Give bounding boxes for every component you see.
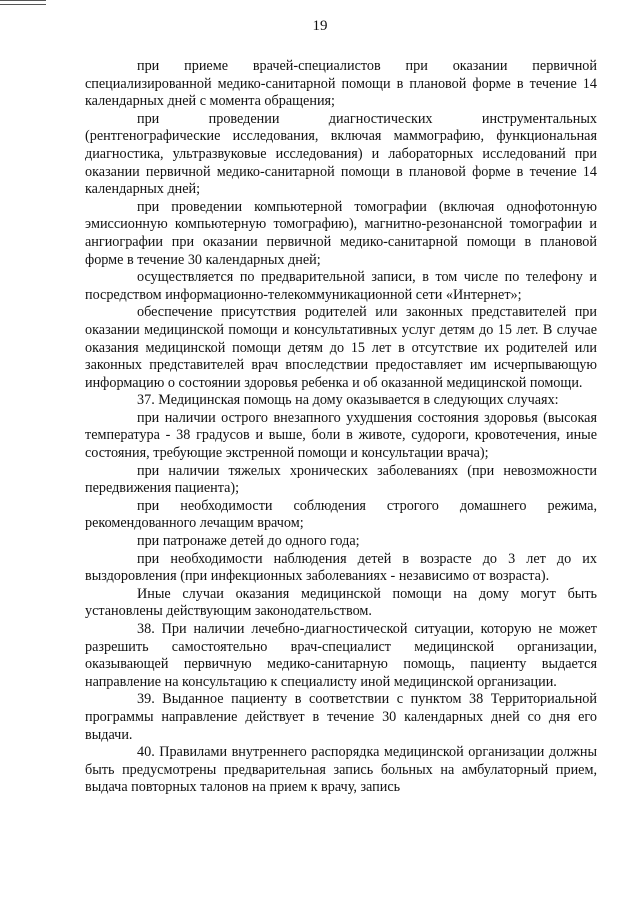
paragraph: при проведении диагностических инструментальных (рентгенографические исследования, включая маммографию, функциональная диагностика, ультразвуковые исследования) и лабораторных исследований при оказании первичной медико-санитарной помощи в плановой форме в течение 14 календарных дней;	[85, 110, 597, 198]
paragraph: при необходимости соблюдения строгого домашнего режима, рекомендованного лечащим врачом;	[85, 497, 597, 532]
paragraph: обеспечение присутствия родителей или законных представителей при оказании медицинской помощи и консультативных услуг детям до 15 лет. В случае оказания медицинской помощи детям до 15 лет в отсутствие их родителей или законных представителей врач впоследствии предоставляет им исчерпывающую информацию о состоянии здоровья ребенка и об оказанной медицинской помощи.	[85, 304, 597, 391]
document-body	[85, 58, 597, 797]
paragraph: Иные случаи оказания медицинской помощи на дому могут быть установлены действующим законодательством.	[85, 585, 597, 620]
paragraph: 38. При наличии лечебно-диагностической ситуации, которую не может разрешить самостоятельно врач-специалист медицинской организации, оказывающей первичную медико-санитарную помощь, пациенту выдается направление на консультацию к специалисту иной медицинской организации.	[85, 621, 597, 690]
paragraph: 40. Правилами внутреннего распорядка медицинской организации должны быть предусмотрены предварительная запись больных на амбулаторный прием, выдача повторных талонов на прием к врачу, запись	[85, 744, 597, 796]
paragraph: при проведении компьютерной томографии (включая однофотонную эмиссионную компьютерную томографию), магнитно-резонансной томографии и ангиографии при оказании первичной медико-санитарной помощи в плановой форме в течение 30 календарных дней;	[85, 198, 597, 268]
paragraph: при приеме врачей-специалистов при оказании первичной специализированной медико-санитарной помощи в плановой форме в течение 14 календарных дней с момента обращения;	[85, 58, 597, 110]
corner-scan-mark	[0, 0, 46, 5]
paragraph: при патронаже детей до одного года;	[137, 533, 360, 550]
paragraph: при необходимости наблюдения детей в возрасте до 3 лет до их выздоровления (при инфекционных заболеваниях - независимо от возраста).	[85, 550, 597, 585]
page-number: 19	[312, 18, 328, 34]
paragraph: при наличии острого внезапного ухудшения состояния здоровья (высокая температура - 38 градусов и выше, боли в животе, судороги, кровотечения, иные состояния, требующие экстренной помощи и консультации врача);	[85, 409, 597, 462]
paragraph: при наличии тяжелых хронических заболеваниях (при невозможности передвижения пациента);	[85, 462, 597, 497]
paragraph: 39. Выданное пациенту в соответствии с пунктом 38 Территориальной программы направление действует в течение 30 календарных дней со дня его выдачи.	[85, 691, 597, 743]
paragraph: осуществляется по предварительной записи, в том числе по телефону и посредством информационно-телекоммуникационной сети «Интернет»;	[85, 269, 597, 303]
paragraph: 37. Медицинская помощь на дому оказывается в следующих случаях:	[137, 392, 559, 409]
